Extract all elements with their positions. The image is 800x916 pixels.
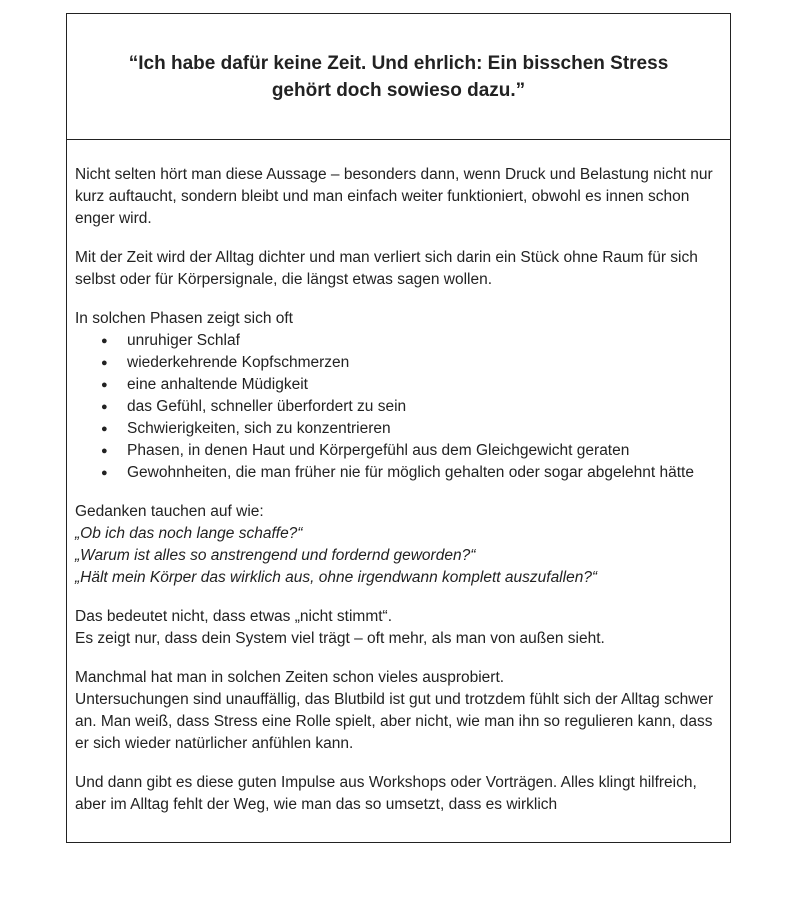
symptoms-list [75, 330, 722, 484]
list-item: ● wiederkehrende Kopfschmerzen [127, 352, 722, 374]
bottom-divider [66, 842, 731, 843]
list-item: ● das Gefühl, schneller überfordert zu sein [127, 396, 722, 418]
thought-quote: „Ob ich das noch lange schaffe?“ [75, 525, 303, 542]
meaning-line: Es zeigt nur, dass dein System viel trägt – oft mehr, als man von außen sieht. [75, 630, 605, 647]
document-body [67, 140, 730, 816]
list-item: ● eine anhaltende Müdigkeit [127, 374, 722, 396]
quote-header [67, 14, 730, 140]
tried-line: Untersuchungen sind unauffällig, das Blutbild ist gut und trotzdem fühlt sich der Alltag schwer an. Man weiß, dass Stress eine Rolle spielt, aber nicht, wie man ihn so regulieren kann, dass er sich wieder natürlicher anfühlen kann. [75, 691, 714, 752]
symptoms-intro: In solchen Phasen zeigt sich oft [75, 310, 293, 327]
list-item: ● Schwierigkeiten, sich zu konzentrieren [127, 418, 722, 440]
thoughts-block [75, 501, 722, 589]
paragraph-tried [75, 667, 722, 755]
list-item: ● unruhiger Schlaf [127, 330, 722, 352]
list-item: ● Gewohnheiten, die man früher nie für möglich gehalten oder sogar abgelehnt hätte [127, 462, 722, 484]
thought-quote: „Warum ist alles so anstrengend und fordernd geworden?“ [75, 547, 476, 564]
tried-line: Manchmal hat man in solchen Zeiten schon vieles ausprobiert. [75, 669, 505, 686]
paragraph-daily-life: Mit der Zeit wird der Alltag dichter und man verliert sich darin ein Stück ohne Raum für sich selbst oder für Körpersignale, die längst etwas sagen wollen. [75, 249, 698, 288]
document-frame [66, 13, 731, 843]
paragraph-meaning [75, 606, 722, 650]
thought-quote: „Hält mein Körper das wirklich aus, ohne irgendwann komplett auszufallen?“ [75, 569, 598, 586]
list-item: ● Phasen, in denen Haut und Körpergefühl aus dem Gleichgewicht geraten [127, 440, 722, 462]
page-title: “Ich habe dafür keine Zeit. Und ehrlich: Ein bisschen Stress gehört doch sowieso dazu.” [128, 52, 669, 101]
paragraph-intro: Nicht selten hört man diese Aussage – besonders dann, wenn Druck und Belastung nicht nur kurz auftaucht, sondern bleibt und man einfach weiter funktioniert, obwohl es innen schon enger wird. [75, 166, 713, 227]
meaning-line: Das bedeutet nicht, dass etwas „nicht stimmt“. [75, 608, 393, 625]
thoughts-intro: Gedanken tauchen auf wie: [75, 503, 264, 520]
paragraph-impulses: Und dann gibt es diese guten Impulse aus Workshops oder Vorträgen. Alles klingt hilfreich, aber im Alltag fehlt der Weg, wie man das so umsetzt, dass es wirklich [75, 774, 697, 813]
